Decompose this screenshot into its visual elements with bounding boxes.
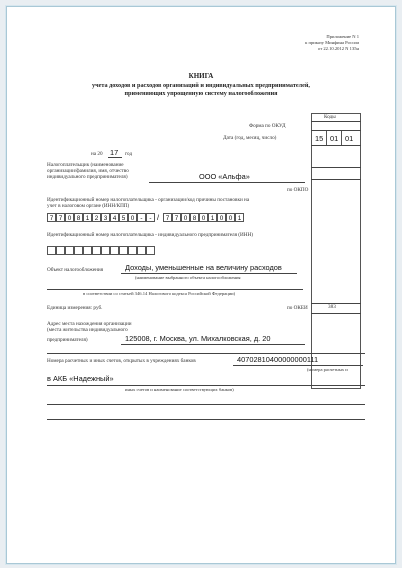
date-month: 01 xyxy=(330,134,339,143)
kpp-cell: 0 xyxy=(226,213,235,222)
inn-ip-cell xyxy=(83,246,92,255)
inn-cell: 0 xyxy=(128,213,137,222)
inn-ip-label: Идентификационный номер налогоплательщика - индивидуального предпринимателя (ИНН) xyxy=(47,232,253,238)
object-underline-2 xyxy=(47,289,303,290)
unit-label: Единица измерения: руб. xyxy=(47,305,103,311)
extra-line-1 xyxy=(47,404,365,405)
date-sep-1 xyxy=(326,131,327,145)
kpp-cell: 1 xyxy=(235,213,244,222)
inn-ip-cell xyxy=(101,246,110,255)
inn-ip-cell xyxy=(74,246,83,255)
approval-line-3: от 22.10.2012 N 135н xyxy=(317,46,359,51)
inn-cell: 5 xyxy=(119,213,128,222)
okei-label: по ОКЕИ xyxy=(287,305,308,311)
date-divider xyxy=(311,145,361,146)
document-title: КНИГА xyxy=(188,72,214,80)
kpp-cell: 7 xyxy=(172,213,181,222)
kpp-cell: 1 xyxy=(208,213,217,222)
bank-underline xyxy=(47,385,365,386)
okud-label: Форма по ОКУД xyxy=(249,123,286,129)
codes-header: Коды xyxy=(324,114,336,120)
codes-column xyxy=(311,113,361,389)
inn-cell: 1 xyxy=(83,213,92,222)
accounts-hint-2: иных счетов и наименование соответствующих банков) xyxy=(125,387,234,392)
address-label-2: (места жительства индивидуального xyxy=(47,327,128,333)
address-separator xyxy=(47,353,365,354)
year-underline xyxy=(108,157,122,158)
document-subtitle-2: применяющих упрощенную систему налогообложения xyxy=(124,90,278,97)
document-page xyxy=(6,6,396,564)
okud-divider xyxy=(311,130,361,131)
date-day: 01 xyxy=(345,134,354,143)
object-label: Объект налогообложения xyxy=(47,267,104,273)
date-label: Дата (год, месяц, число) xyxy=(223,135,277,141)
taxpayer-underline xyxy=(149,182,305,183)
inn-cell: 3 xyxy=(101,213,110,222)
okei-top-divider xyxy=(311,303,361,304)
inn-ip-cell xyxy=(47,246,56,255)
year-prefix: на 20 xyxy=(91,151,103,157)
taxpayer-label-3: индивидуального предпринимателя) xyxy=(47,174,128,180)
inn-cell: - xyxy=(146,213,155,222)
inn-ip-cell xyxy=(92,246,101,255)
extra-line-2 xyxy=(47,419,365,420)
approval-line-1: Приложение N 1 xyxy=(326,34,359,39)
address-label-1: Адрес места нахождения организации xyxy=(47,321,132,327)
date-sep-2 xyxy=(341,131,342,145)
inn-kpp-label-1: Идентификационный номер налогоплательщика - организации/код причины постановки на xyxy=(47,197,250,203)
okpo-bottom-divider xyxy=(311,179,361,180)
address-underline xyxy=(121,344,305,345)
kpp-cell: 0 xyxy=(199,213,208,222)
kpp-cell: 7 xyxy=(163,213,172,222)
inn-cell: 7 xyxy=(47,213,56,222)
taxpayer-label-1: Налогоплательщик (наименование xyxy=(47,162,124,168)
inn-ip-cell xyxy=(56,246,65,255)
object-underline xyxy=(121,273,297,274)
kpp-cell: 8 xyxy=(190,213,199,222)
inn-cell: 7 xyxy=(56,213,65,222)
accounts-label: Номера расчетных и иных счетов, открытых в учреждениях банков xyxy=(47,358,196,364)
address-value: 125008, г. Москва, ул. Михалковская, д. 20 xyxy=(125,334,271,343)
object-law: в соответствии со статьей 346.14 Налогового кодекса Российской Федерации) xyxy=(83,291,236,296)
inn-ip-cell xyxy=(110,246,119,255)
okei-value: 383 xyxy=(328,304,336,310)
year-value: 17 xyxy=(110,148,119,157)
inn-cell: 8 xyxy=(74,213,83,222)
inn-kpp-separator: / xyxy=(157,213,160,222)
okei-bottom-divider xyxy=(311,313,361,314)
taxpayer-label-2: организации/фамилия, имя, отчество xyxy=(47,168,129,174)
inn-kpp-label-2: учет в налоговом органе (ИНН/КПП) xyxy=(47,203,130,209)
inn-ip-cell xyxy=(137,246,146,255)
okpo-label: по ОКПО xyxy=(287,187,309,193)
year-suffix: год xyxy=(125,151,133,157)
inn-cell: - xyxy=(137,213,146,222)
inn-ip-cell xyxy=(146,246,155,255)
bank-value: в АКБ «Надежный» xyxy=(47,374,114,383)
object-hint: (наименование выбранного объекта налогообложения xyxy=(135,275,241,280)
inn-ip-cell xyxy=(119,246,128,255)
codes-divider xyxy=(311,121,361,122)
inn-ip-cell xyxy=(128,246,137,255)
inn-cell: 2 xyxy=(92,213,101,222)
accounts-hint: (номера расчетных и xyxy=(307,367,348,372)
okpo-top-divider xyxy=(311,167,361,168)
accounts-underline xyxy=(233,365,363,366)
object-value: Доходы, уменьшенные на величину расходов xyxy=(125,263,282,272)
kpp-cell: 0 xyxy=(181,213,190,222)
document-subtitle-1: учета доходов и расходов организаций и индивидуальных предпринимателей, xyxy=(92,82,310,89)
inn-ip-cell xyxy=(65,246,74,255)
kpp-cell: 0 xyxy=(217,213,226,222)
inn-cell: 0 xyxy=(65,213,74,222)
accounts-value: 40702810400000000111 xyxy=(237,355,319,364)
date-year: 15 xyxy=(315,134,324,143)
inn-cell: 4 xyxy=(110,213,119,222)
taxpayer-value: ООО «Альфа» xyxy=(199,172,250,181)
approval-line-2: к приказу Минфина России xyxy=(305,40,359,45)
address-label-3: предпринимателя) xyxy=(47,337,88,343)
